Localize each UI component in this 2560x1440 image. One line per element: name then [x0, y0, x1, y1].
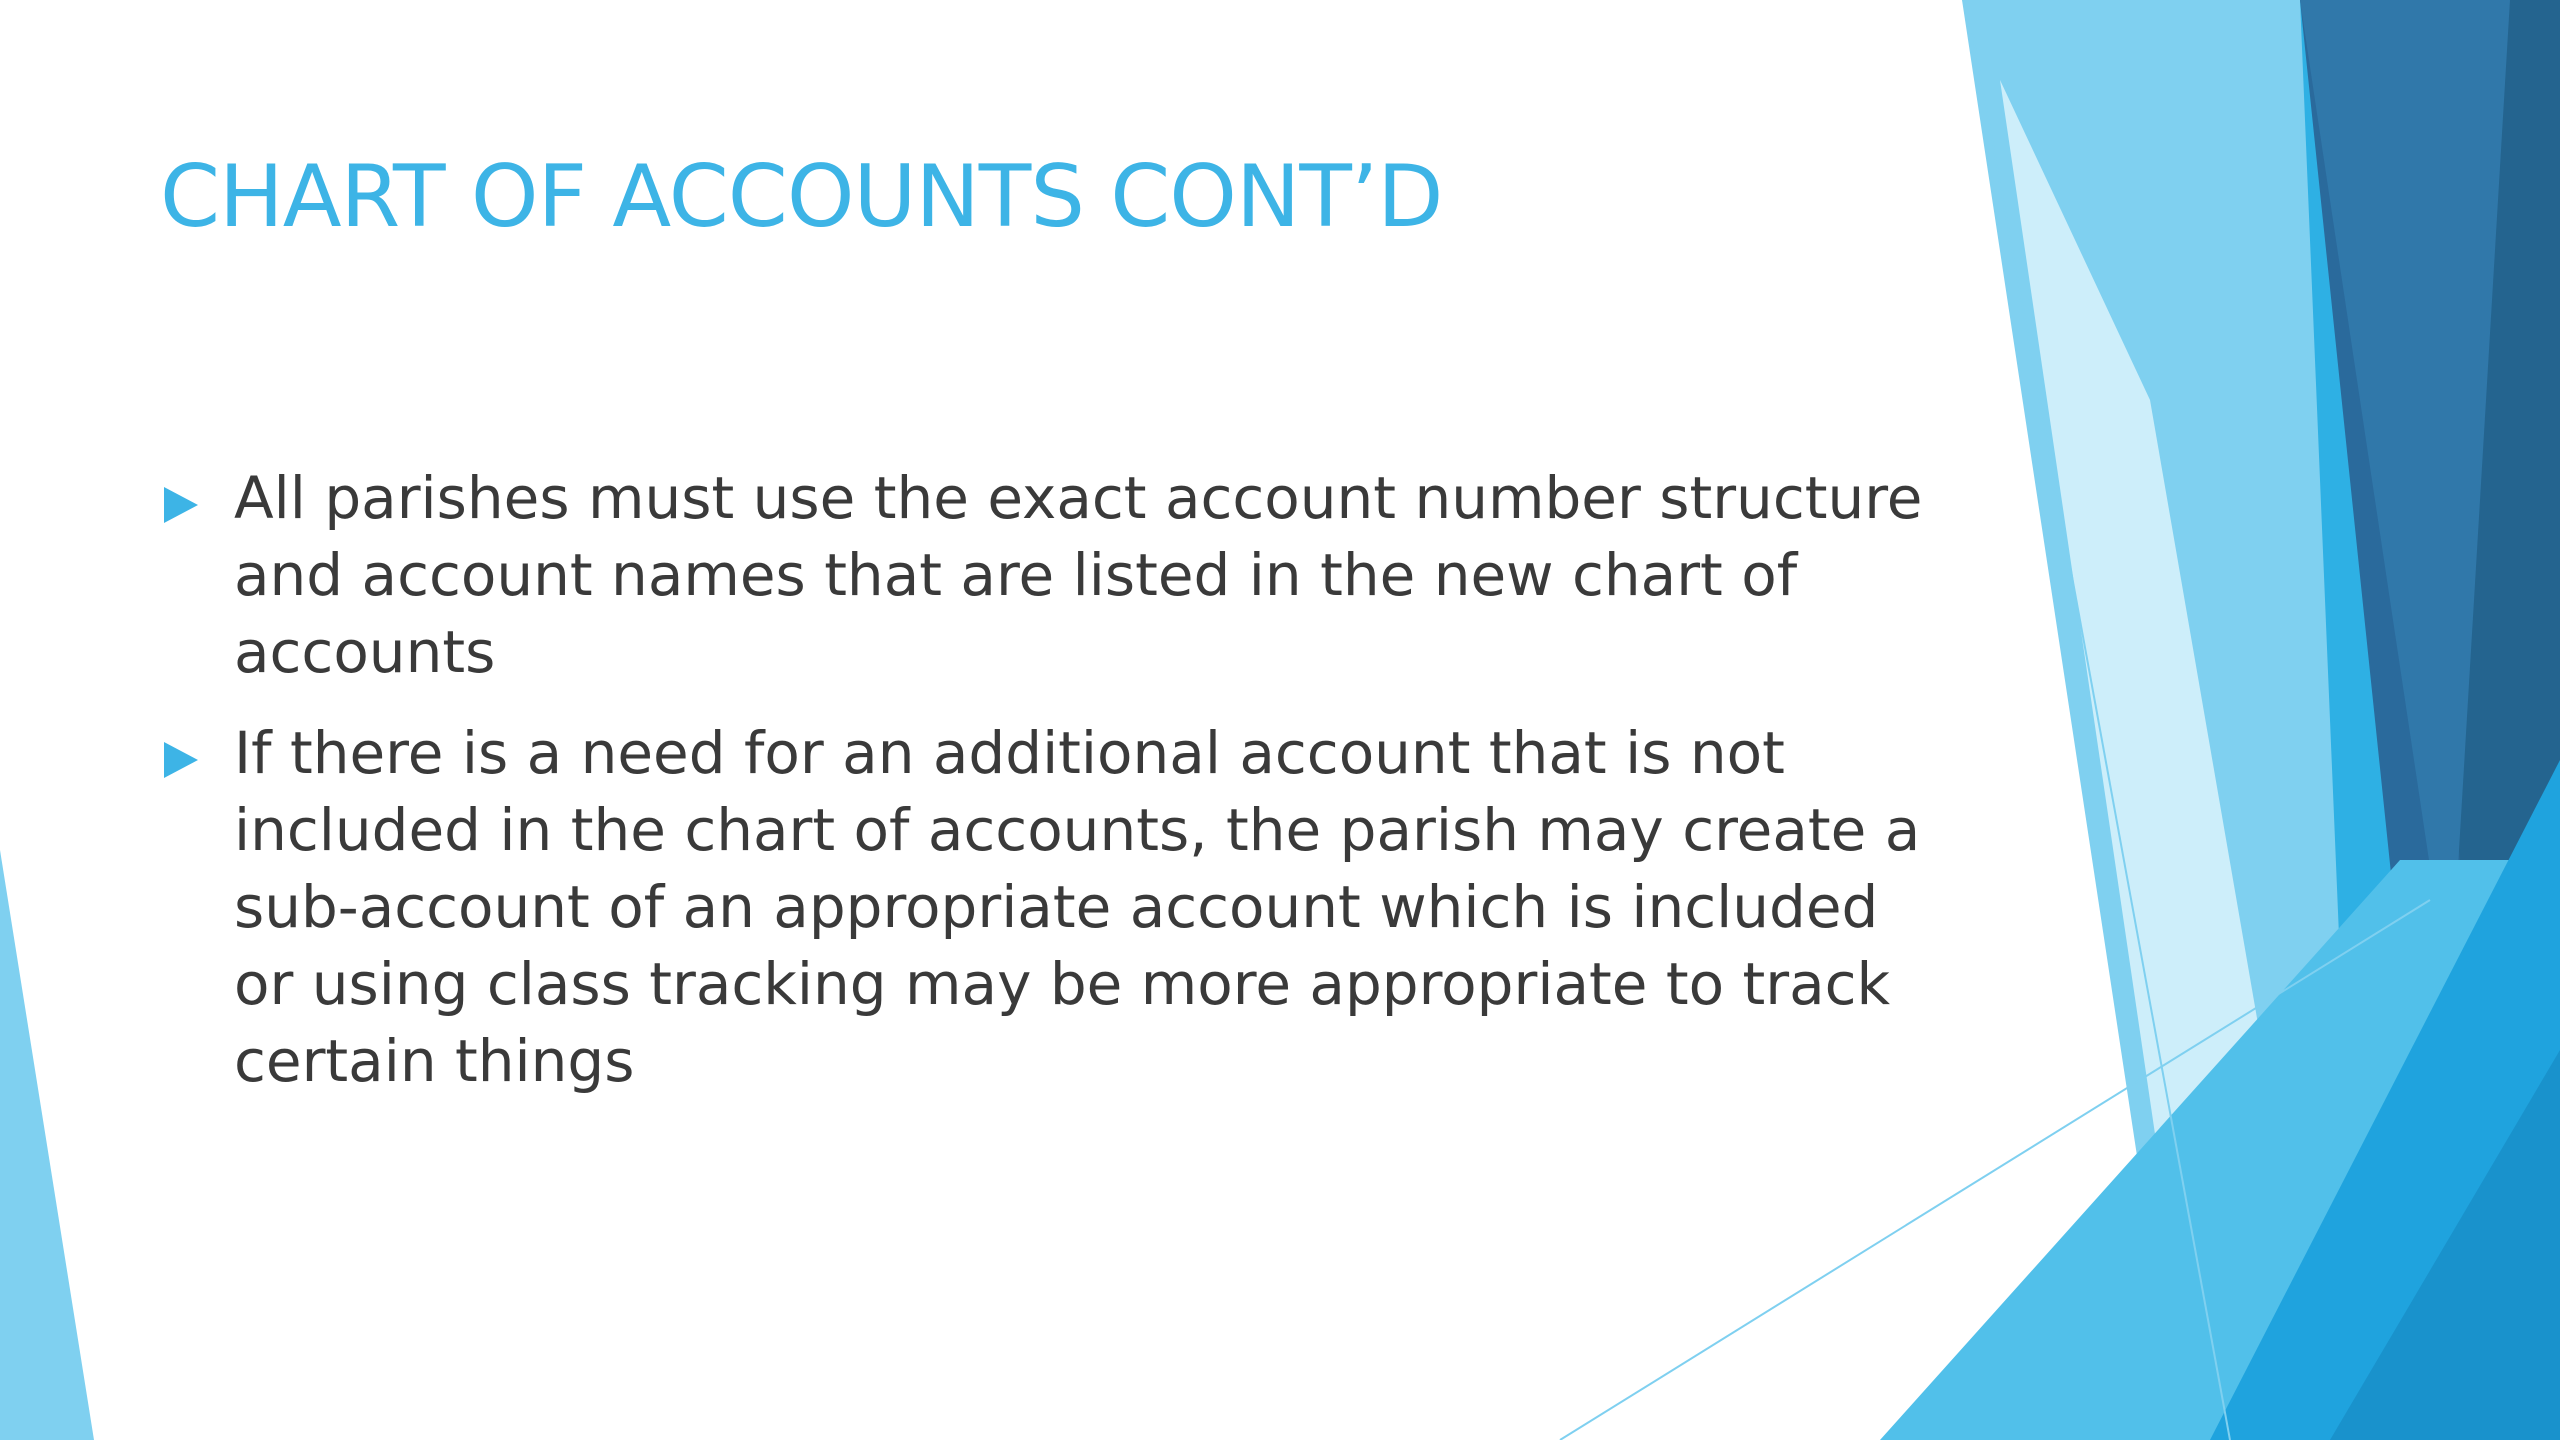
bullet-list	[160, 460, 1940, 1124]
bullet-item	[160, 715, 1940, 1100]
triangle-right-icon	[164, 487, 198, 523]
bullet-text: If there is a need for an additional account that is not included in the chart of accounts, the parish may create a sub-account of an appropriate account which is included or using class tracking may be more appropriate to track certain things	[234, 719, 1921, 1095]
slide-title: CHART OF ACCOUNTS CONT’D	[160, 147, 1443, 247]
triangle-right-icon	[164, 742, 198, 778]
bullet-item	[160, 460, 1940, 691]
left-accent-shape	[0, 850, 94, 1440]
bullet-text: All parishes must use the exact account number structure and account names that are listed in the new chart of accounts	[234, 464, 1923, 686]
